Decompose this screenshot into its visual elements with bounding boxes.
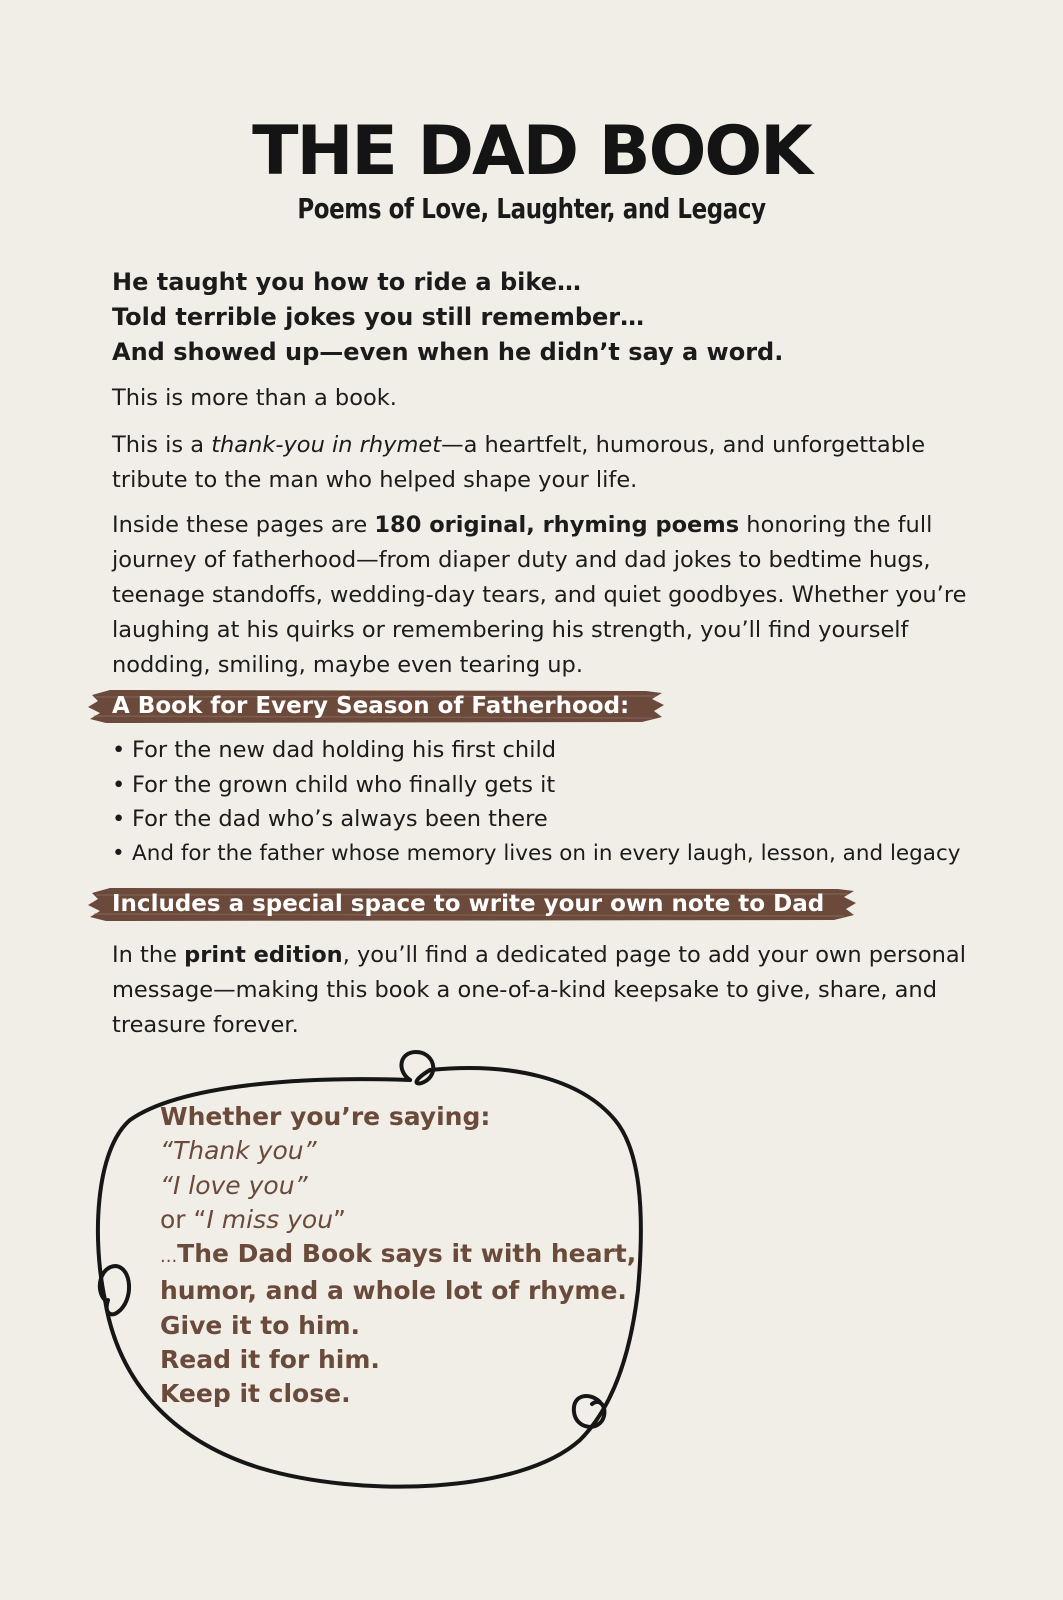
quote-line: or “I miss you”	[160, 1204, 346, 1234]
list-item: • For the grown child who finally gets it	[112, 771, 556, 798]
book-title: THE DAD BOOK	[252, 112, 811, 191]
list-item: • For the new dad holding his first child	[112, 737, 556, 763]
intro-paragraph: This is more than a book.	[112, 385, 397, 411]
quote-block	[160, 1100, 640, 1412]
contents-paragraph: Inside these pages are 180 original, rhyming poems honoring the full journey of fatherhood—from diaper duty and dad jokes to bedtime hugs, teenage standoffs, wedding-day tears, and quiet goodbyes. Whether you’re laughing at his quirks or remembering his strength, you’ll find yourself nodding, smiling, maybe even tearing up.	[112, 512, 967, 678]
quote-line: ...The Dad Book says it with heart,	[160, 1239, 637, 1269]
hook-line: He taught you how to ride a bike…	[112, 268, 581, 296]
quote-intro: Whether you’re saying:	[160, 1102, 491, 1131]
print-edition-paragraph: In the print edition, you’ll find a dedicated page to add your own personal message—making this book a one-of-a-kind keepsake to give, share, and treasure forever.	[112, 942, 966, 1038]
quote-line: “Thank you”	[160, 1136, 317, 1166]
quote-line: “I love you”	[160, 1170, 308, 1200]
season-banner-label: A Book for Every Season of Fatherhood:	[112, 693, 630, 719]
quote-line: Keep it close.	[160, 1379, 351, 1409]
hook-line: Told terrible jokes you still remember…	[112, 303, 645, 331]
book-subtitle: Poems of Love, Laughter, and Legacy	[297, 192, 766, 225]
quote-line: humor, and a whole lot of rhyme.	[160, 1276, 627, 1306]
list-item: • For the dad who’s always been there	[112, 806, 548, 832]
list-item: • And for the father whose memory lives on in every laugh, lesson, and legacy	[112, 840, 961, 866]
note-space-banner-label: Includes a special space to write your own note to Dad	[112, 891, 825, 917]
thank-you-paragraph: This is a thank-you in rhymet—a heartfelt, humorous, and unforgettable tribute to the man who helped shape your life.	[112, 432, 926, 493]
quote-line: Read it for him.	[160, 1345, 380, 1375]
hook-line: And showed up—even when he didn’t say a word.	[112, 338, 784, 366]
quote-line: Give it to him.	[160, 1310, 361, 1340]
